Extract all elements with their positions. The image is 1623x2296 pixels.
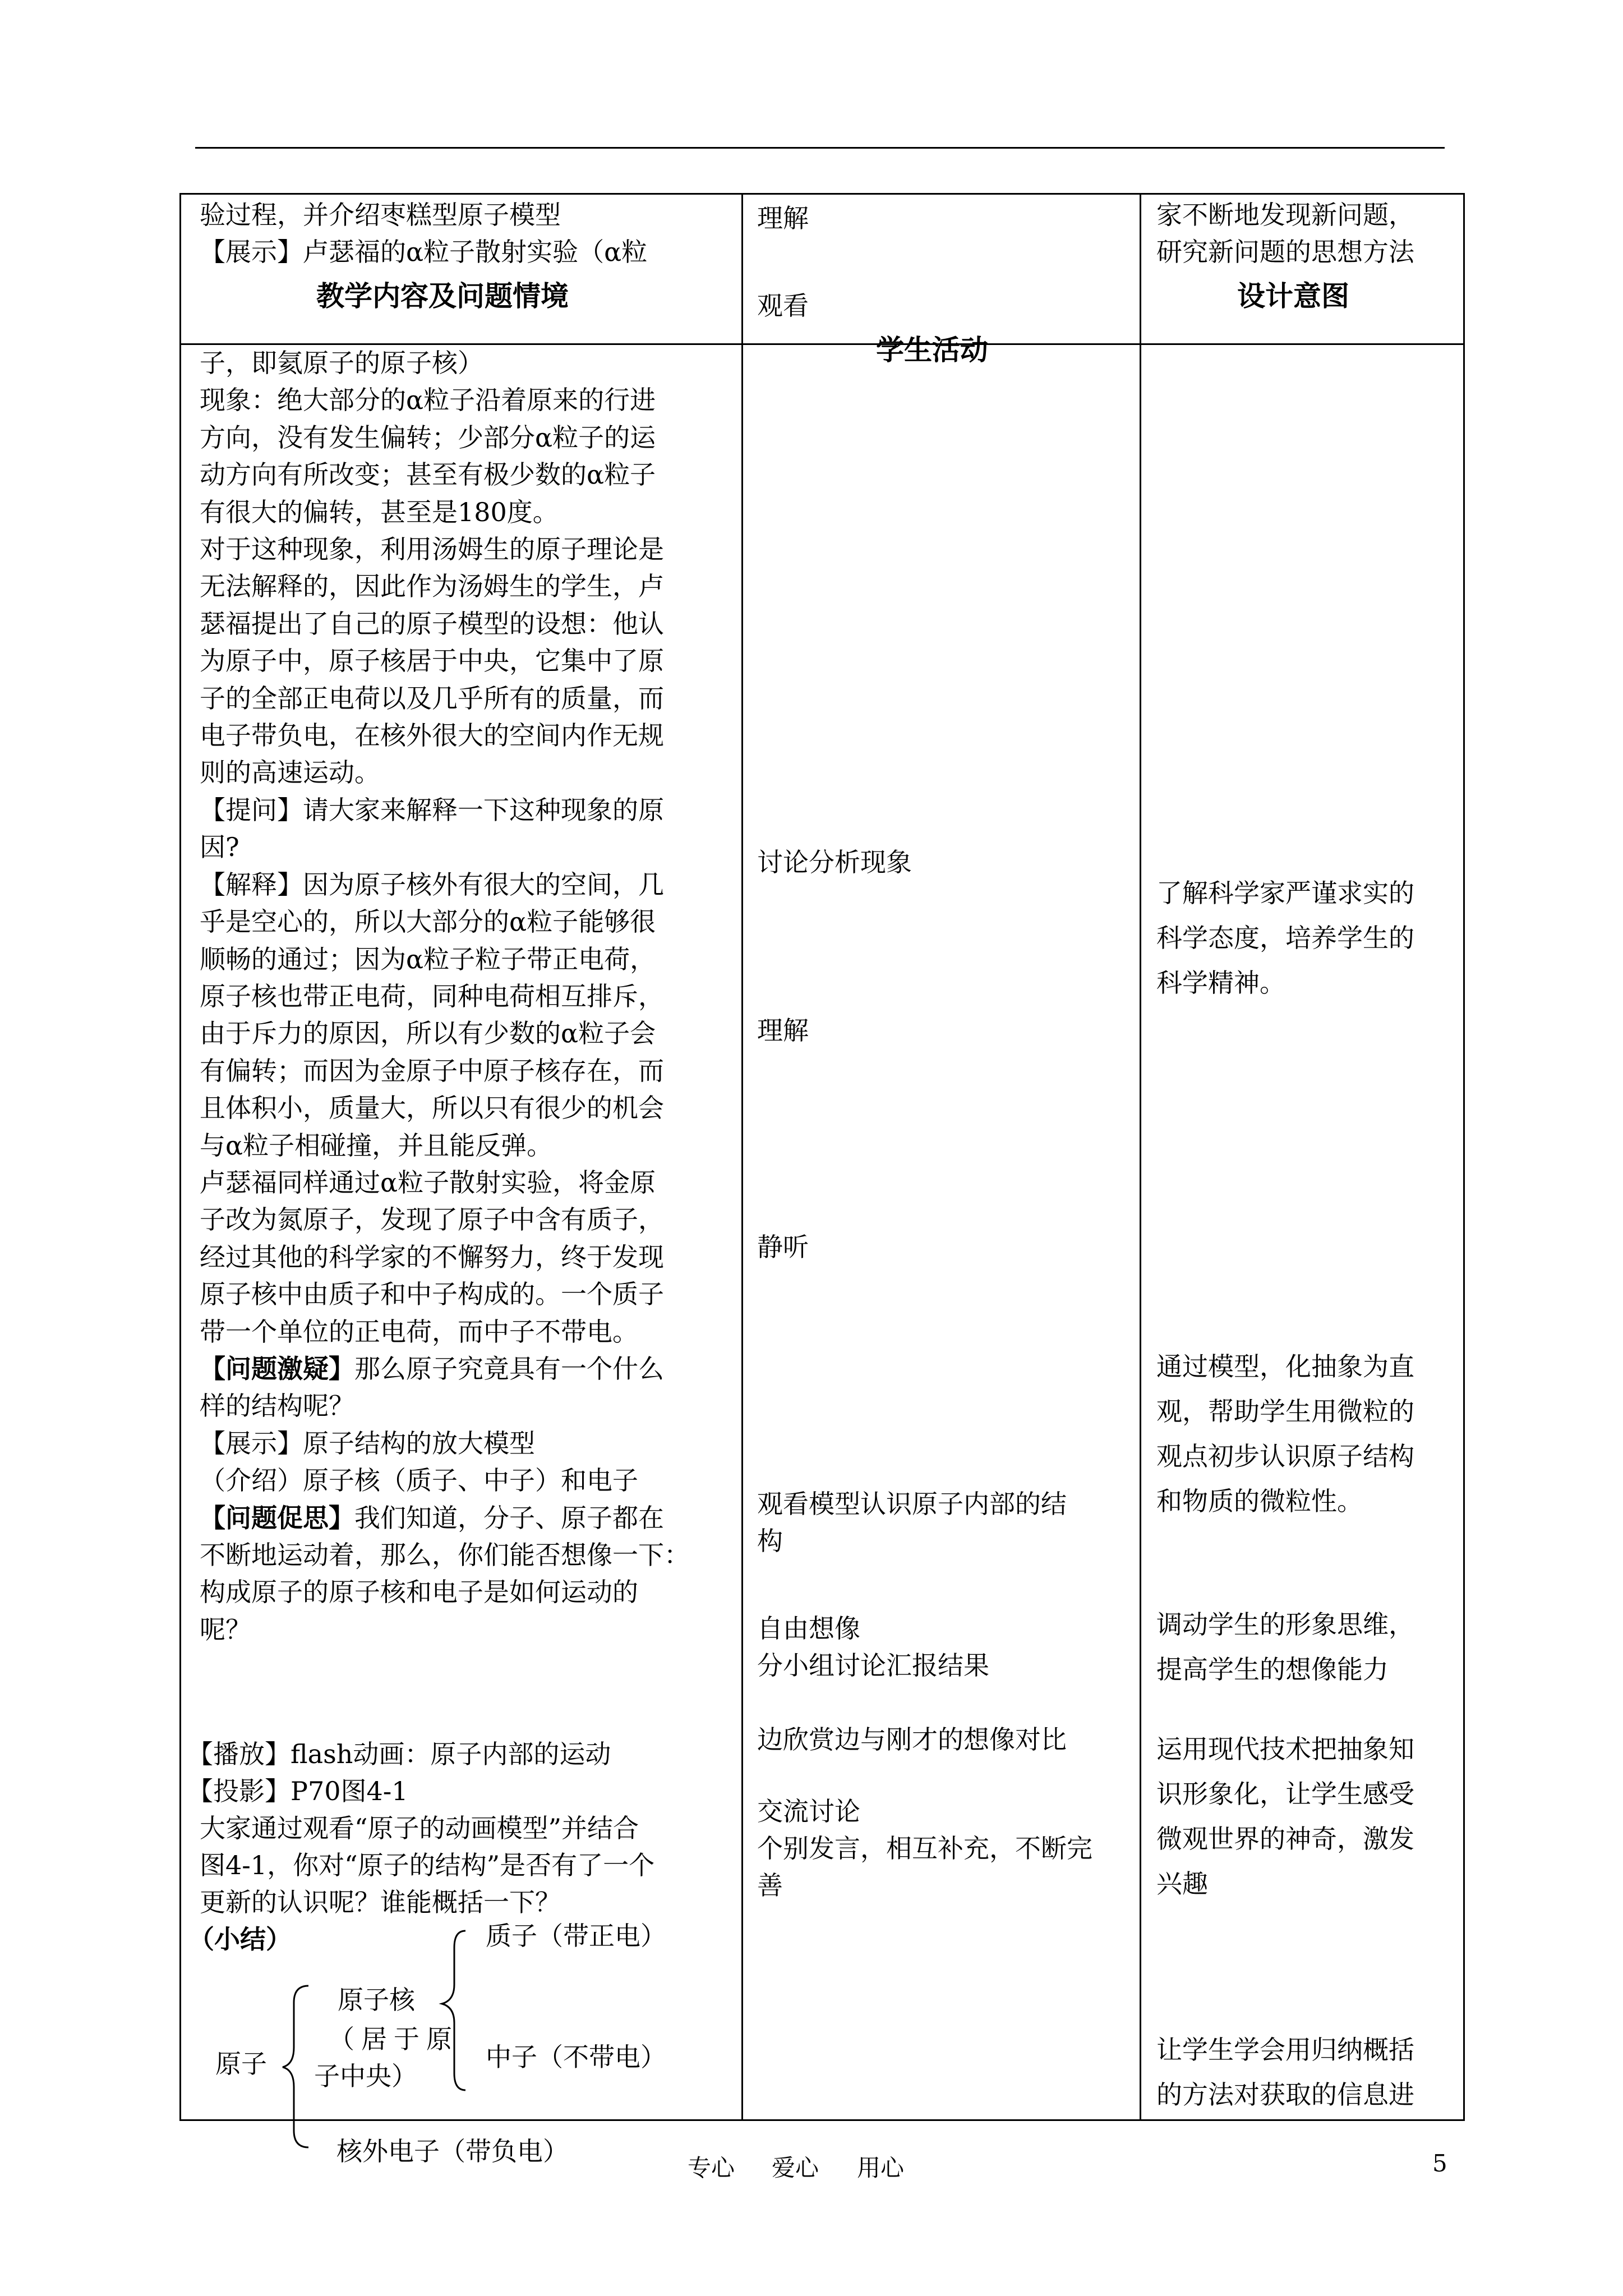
teaching-line [200,1536,738,1573]
teaching-line [200,1499,738,1536]
header-rule [195,147,1445,149]
teaching-line [200,1015,738,1052]
teaching-line [200,1425,738,1462]
teaching-line [200,1350,738,1387]
teaching-line [200,1164,738,1201]
teaching-line-text: 顺畅的通过；因为α粒子粒子带正电荷， [200,944,656,974]
summary-nucleus: 原子核 [338,1985,415,2015]
teaching-line [200,680,738,717]
footer-motto-care: 用心 [857,2154,905,2182]
teaching-line [200,1089,738,1126]
teaching-line [200,568,738,605]
teaching-line [200,1611,738,1648]
teaching-line-text: 带一个单位的正电荷，而中子不带电。 [200,1316,638,1347]
footer-motto-focus: 专心 [688,2154,735,2182]
teaching-line [200,829,738,866]
teaching-line-text: 【提问】请大家来解释一下这种现象的原 [200,794,664,825]
summary-proton: 质子（带正电） [486,1921,666,1951]
teaching-line [200,866,738,903]
teaching-line-text: 方向，没有发生偏转；少部分α粒子的运 [200,422,656,453]
col3-b-line: 观，帮助学生用微粒的 [1156,1396,1414,1427]
header-student-activity: 学生活动 [876,333,988,366]
header-design-intent: 设计意图 [1237,279,1349,312]
teaching-line [200,1313,738,1350]
teaching-line-text: 与α粒子相碰撞，并且能反弹。 [200,1130,553,1161]
teaching-line-text: 呢？ [200,1614,251,1645]
teaching-line-label: 【问题激疑】 [200,1353,354,1384]
table-left-border [179,193,181,2121]
col2-observe-model-2: 构 [757,1526,783,1556]
col2-observe-model-1: 观看模型认识原子内部的结 [757,1489,1067,1519]
col2-exchange: 交流讨论 [757,1796,860,1826]
teaching-line-text: 因? [200,832,239,863]
teaching-line-text: 瑟福提出了自己的原子模型的设想：他认 [200,608,664,639]
teaching-line-text: 原子核也带正电荷，同种电荷相互排斥， [200,981,664,1011]
col3-e-line: 让学生学会用归纳概括 [1156,2035,1414,2065]
col3-e-line: 的方法对获取的信息进 [1156,2079,1414,2110]
teaching-line [200,1276,738,1313]
teaching-line [200,419,738,456]
teaching-line-text: 且体积小，质量大，所以只有很少的机会 [200,1093,664,1124]
teaching-line-text: 子，即氦原子的原子核） [200,348,483,378]
col1-lower-line-1: 【播放】flash动画：原子内部的运动 [187,1739,611,1769]
col2-listen: 静听 [757,1232,809,1262]
teaching-line [200,1387,738,1424]
col3-d-line: 运用现代技术把抽象知 [1156,1734,1414,1764]
summary-nucleus-note-2: 子中央） [314,2061,417,2091]
col3-intent-d [1156,1727,1414,1906]
col1-lower-line-2: 【投影】P70图4-1 [187,1776,408,1806]
teaching-line [200,605,738,642]
col3-d-line: 兴趣 [1156,1869,1208,1899]
teaching-line [200,642,738,679]
teaching-line [200,1052,738,1089]
summary-nucleus-note-1: （居于原 [329,2024,459,2054]
teaching-line [200,456,738,493]
teaching-line-label: 【问题促思】 [200,1502,354,1533]
teaching-line [200,531,738,568]
col3-intent-c [1156,1602,1414,1692]
teaching-line-text: 对于这种现象，利用汤姆生的原子理论是 [200,534,664,565]
teaching-line-text: 不断地运动着，那么，你们能否想像一下： [200,1540,690,1570]
col3-b-line: 和物质的微粒性。 [1156,1486,1363,1516]
col3-b-line: 观点初步认识原子结构 [1156,1441,1414,1471]
table-right-border [1463,193,1465,2121]
col3-intent-a [1156,871,1414,1005]
teaching-line [200,978,738,1015]
teaching-line-text: 子改为氮原子，发现了原子中含有质子， [200,1204,664,1235]
teaching-line [200,717,738,754]
col3-intent-e [1156,2027,1414,2117]
teaching-line-text: 现象：绝大部分的α粒子沿着原来的行进 [200,385,656,416]
summary-neutron: 中子（不带电） [486,2042,666,2072]
table-col-divider-1 [741,193,743,2121]
teaching-line-text: 【解释】因为原子核外有很大的空间，几 [200,869,664,900]
teaching-line-text: 卢瑟福同样通过α粒子散射实验，将金原 [200,1167,656,1198]
teaching-line-text: 有很大的偏转，甚至是180度。 [200,496,559,527]
teaching-line [200,1201,738,1238]
col3-c-line: 提高学生的想像能力 [1156,1654,1389,1685]
teaching-line-text: 电子带负电，在核外很大的空间内作无规 [200,720,664,751]
header-teaching-content: 教学内容及问题情境 [316,279,569,312]
teaching-line-text: 则的高速运动。 [200,757,380,788]
col3-a-line: 科学精神。 [1156,968,1285,998]
teaching-line [200,903,738,940]
col3-d-line: 微观世界的神奇，激发 [1156,1824,1414,1854]
teaching-line-text: 有偏转；而因为金原子中原子核存在，而 [200,1055,664,1086]
teaching-line [200,494,738,531]
teaching-line [200,941,738,978]
teaching-line [200,1127,738,1164]
teaching-line [200,1239,738,1276]
footer-motto-love: 爱心 [772,2154,819,2182]
teaching-line-text: 由于斥力的原因，所以有少数的α粒子会 [200,1018,656,1049]
col3-a-line: 科学态度，培养学生的 [1156,923,1414,953]
col2-group-report: 分小组讨论汇报结果 [757,1650,989,1681]
col2-speak-2: 善 [757,1870,783,1901]
col2-compare: 边欣赏边与刚才的想像对比 [757,1724,1067,1755]
col3-d-line: 识形象化，让学生感受 [1156,1779,1414,1809]
col1-top-line-2: 【展示】卢瑟福的α粒子散射实验（α粒 [200,237,648,267]
teaching-line-text: 动方向有所改变；甚至有极少数的α粒子 [200,459,656,490]
page-number: 5 [1432,2150,1447,2177]
teaching-line-text: 乎是空心的，所以大部分的α粒子能够很 [200,907,656,937]
col2-discuss: 讨论分析现象 [757,847,912,877]
teaching-line [200,754,738,791]
atom-brace [280,1986,314,2148]
table-top-border [179,193,1465,195]
summary-atom: 原子 [215,2049,267,2079]
teaching-line-text: 为原子中，原子核居于中央，它集中了原 [200,646,664,677]
col2-understand: 理解 [757,1015,809,1046]
teaching-line-text: 那么原子究竟具有一个什么 [354,1353,664,1384]
teaching-line [200,1462,738,1499]
teaching-line-text: （介绍）原子核（质子、中子）和电子 [200,1465,638,1496]
teaching-line-text: 【展示】原子结构的放大模型 [200,1428,535,1458]
table-bottom-border [179,2119,1465,2121]
col3-b-line: 通过模型，化抽象为直 [1156,1351,1414,1382]
teaching-line [200,1573,738,1611]
col2-speak-1: 个别发言，相互补充，不断完 [757,1833,1092,1864]
teaching-line-text: 无法解释的，因此作为汤姆生的学生，卢 [200,571,664,602]
col1-lower-line-5: 更新的认识呢？谁能概括一下？ [200,1887,561,1917]
col3-a-line: 了解科学家严谨求实的 [1156,878,1414,908]
col3-top-line-1: 家不断地发现新问题， [1156,200,1414,230]
col3-top-line-2: 研究新问题的思想方法 [1156,237,1414,267]
col2-top-watch: 观看 [757,291,809,321]
teaching-line-text: 子的全部正电荷以及几乎所有的质量，而 [200,683,664,714]
summary-electron: 核外电子（带负电） [336,2136,569,2166]
teaching-line-text: 经过其他的科学家的不懈努力，终于发现 [200,1241,664,1272]
col1-lower-line-4: 图4-1，你对“原子的结构”是否有了一个 [200,1850,655,1880]
teaching-line-text: 我们知道，分子、原子都在 [354,1502,664,1533]
teaching-line [200,381,738,418]
nucleus-brace [437,1931,471,2093]
teaching-line [200,792,738,829]
teaching-content-body [200,344,738,1648]
col2-imagine: 自由想像 [757,1613,860,1644]
teaching-line-text: 原子核中由质子和中子构成的。一个质子 [200,1279,664,1310]
col3-intent-b [1156,1344,1414,1524]
table-col-divider-2 [1140,193,1141,2121]
teaching-line [200,344,738,381]
col1-top-line-1: 验过程，并介绍枣糕型原子模型 [200,200,561,230]
col2-top-understand: 理解 [757,203,809,233]
teaching-line-text: 样的结构呢？ [200,1391,354,1421]
col3-c-line: 调动学生的形象思维， [1156,1609,1414,1640]
col1-lower-line-3: 大家通过观看“原子的动画模型”并结合 [200,1813,639,1843]
teaching-line-text: 构成原子的原子核和电子是如何运动的 [200,1577,638,1608]
summary-title: （小结） [188,1924,292,1954]
